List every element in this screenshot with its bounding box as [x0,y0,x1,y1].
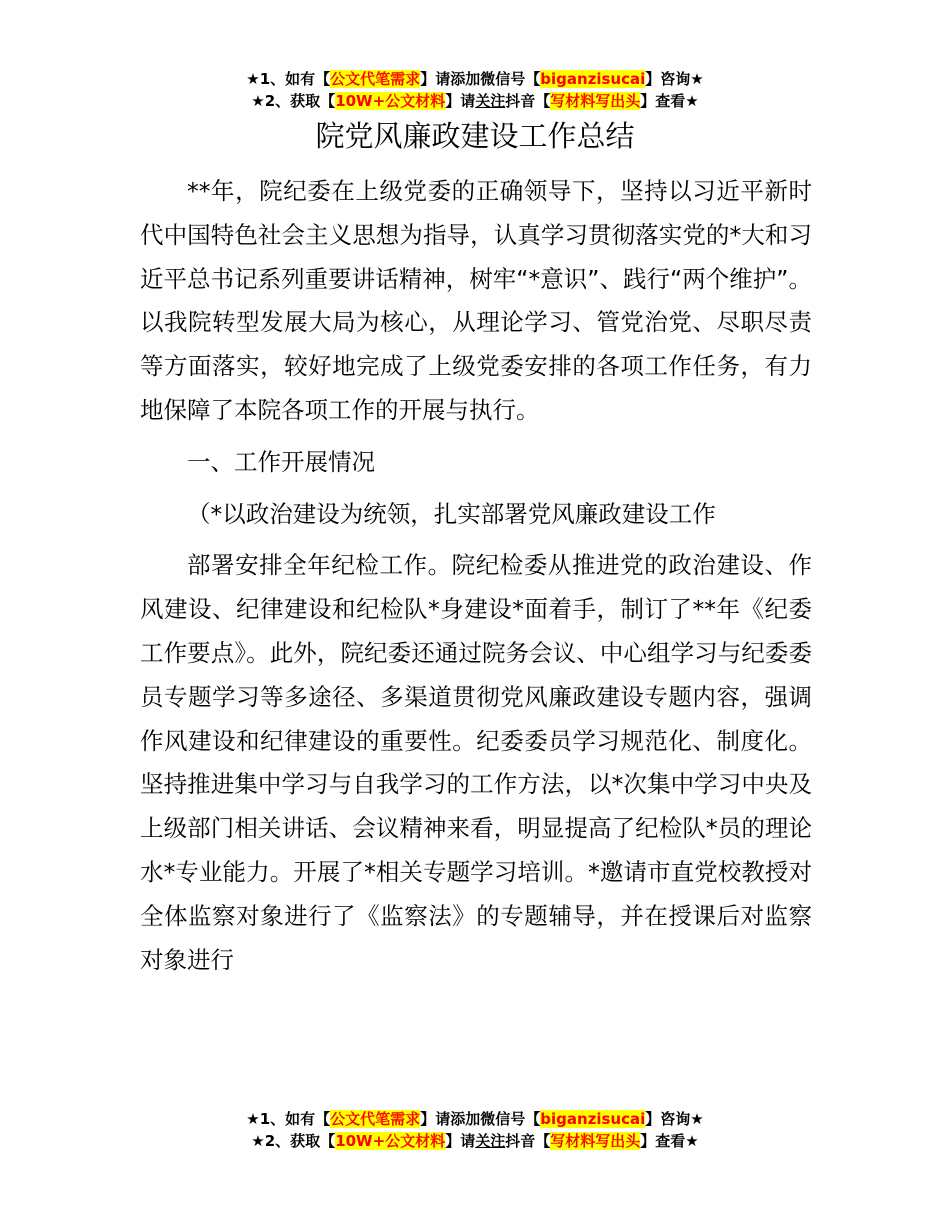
highlight-materials: 10W+公文材料 [335,92,446,110]
highlight-ghostwriting: 公文代笔需求 [330,1110,421,1128]
header-banner-line-1: ★1、如有【公文代笔需求】请添加微信号【biganzisucai】咨询★ [246,70,704,88]
highlight-wechat-id: biganzisucai [540,70,646,88]
header-banner-line-2: ★2、获取【10W+公文材料】请关注抖音【写材料写出头】查看★ [251,92,699,110]
highlight-materials: 10W+公文材料 [335,1132,446,1150]
highlight-douyin: 写材料写出头 [550,1132,641,1150]
document-title: 院党风廉政建设工作总结 [315,119,635,153]
document-body [140,170,812,982]
footer-banner-line-1: ★1、如有【公文代笔需求】请添加微信号【biganzisucai】咨询★ [246,1110,704,1128]
footer-banner-line-2: ★2、获取【10W+公文材料】请关注抖音【写材料写出头】查看★ [251,1132,699,1150]
highlight-wechat-id: biganzisucai [540,1110,646,1128]
section-heading: 一、工作开展情况 [187,447,375,476]
footer-banner [0,1108,950,1152]
subsection-heading: （*以政治建设为统领，扎实部署党风廉政建设工作 [187,499,716,528]
highlight-douyin: 写材料写出头 [550,92,641,110]
paragraph-work-deployment: 部署安排全年纪检工作。院纪检委从推进党的政治建设、作风建设、纪律建设和纪检队*身建设*面着手，制订了**年《纪委工作要点》。此外，院纪委还通过院务会议、中心组学习与纪委委员专题学习等多途径、多渠道贯彻党风廉政建设专题内容，强调作风建设和纪律建设的重要性。纪委委员学习规范化、制度化。坚持推进集中学习与自我学习的工作方法，以*次集中学习中央及上级部门相关讲话、会议精神来看，明显提高了纪检队*员的理论水*专业能力。开展了*相关专题学习培训。*邀请市直党校教授对全体监察对象进行了《监察法》的专题辅导，并在授课后对监察对象进行 [140,551,812,974]
paragraph-intro: **年，院纪委在上级党委的正确领导下，坚持以习近平新时代中国特色社会主义思想为指导，认真学习贯彻落实党的*大和习近平总书记系列重要讲话精神，树牢“*意识”、践行“两个维护”。以我院转型发展大局为核心，从理论学习、管党治党、尽职尽责等方面落实，较好地完成了上级党委安排的各项工作任务，有力地保障了本院各项工作的开展与执行。 [140,177,812,424]
header-banner [0,68,950,112]
highlight-ghostwriting: 公文代笔需求 [330,70,421,88]
